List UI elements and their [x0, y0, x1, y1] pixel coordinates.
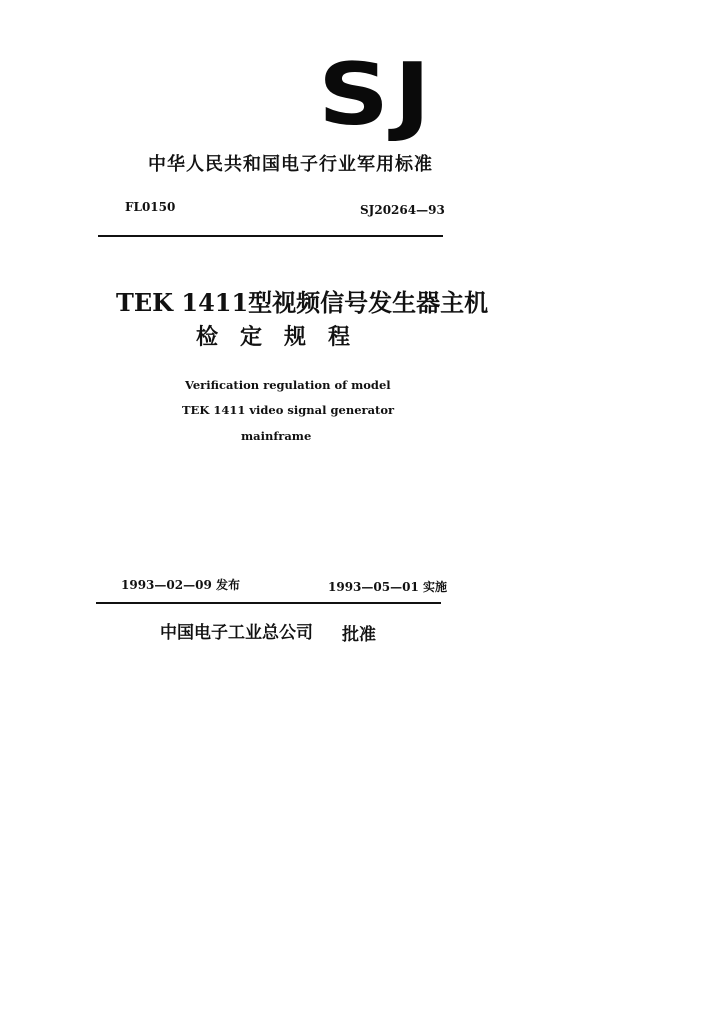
top-divider	[98, 235, 443, 237]
english-title-line-3: mainframe	[241, 429, 312, 443]
issue-date: 1993—02—09 发布	[121, 578, 240, 592]
sj-logo: SJ	[318, 45, 436, 145]
bottom-divider	[96, 602, 441, 604]
standard-number: SJ20264—93	[360, 203, 445, 217]
document-subtitle: 检定规程	[196, 325, 373, 350]
english-title-line-2: TEK 1411 video signal generator	[182, 403, 395, 417]
classification-code: FL0150	[125, 200, 176, 214]
issuer-line: 中华人民共和国电子行业军用标准	[148, 154, 433, 175]
english-title-line-1: Verification regulation of model	[185, 378, 391, 392]
effective-date: 1993—05—01 实施	[328, 580, 447, 594]
document-title: TEK 1411型视频信号发生器主机	[116, 288, 489, 317]
approving-organization: 中国电子工业总公司	[160, 623, 313, 643]
approval-label: 批准	[342, 625, 376, 645]
